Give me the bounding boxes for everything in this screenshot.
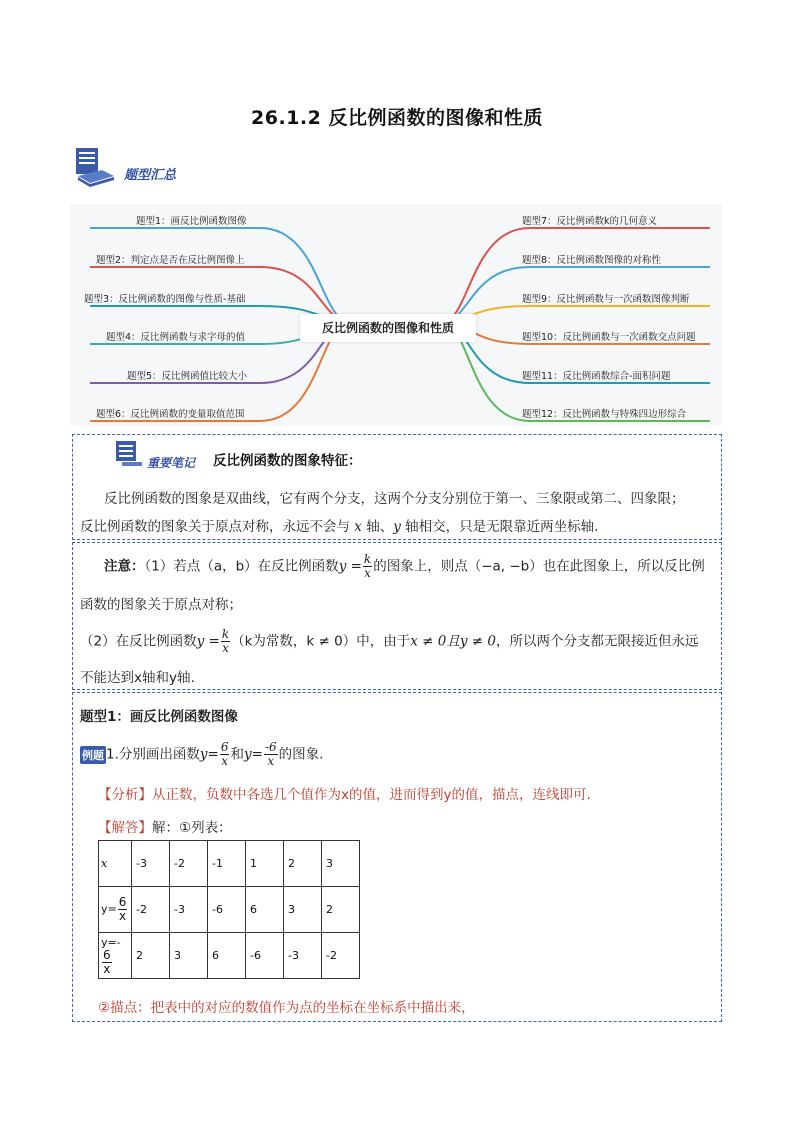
denominator: x	[221, 754, 229, 768]
section-label: 题型汇总	[124, 168, 177, 183]
mindmap-node-left: 题型4：反比例函数与求字母的值	[106, 332, 246, 343]
answer-text: 解：①列表：	[152, 820, 232, 836]
text: ，所以两个分支都无限接近但永远	[495, 633, 699, 650]
fraction	[118, 896, 128, 923]
analysis-text: 从正数，负数中各选几个值作为x的值，进而得到y的值，描点，连线即可.	[152, 787, 591, 803]
mindmap-node-right: 题型11：反比例函数综合-面积问题	[522, 371, 671, 382]
numerator: -6	[264, 740, 277, 754]
mindmap-node-right: 题型7：反比例函数k的几何意义	[522, 216, 658, 227]
note-line: 反比例函数的图象是双曲线，它有两个分支，这两个分支分别位于第一、三象限或第二、四象限；	[104, 491, 685, 507]
mindmap-node-right: 题型9：反比例函数与一次函数图像判断	[522, 294, 690, 305]
caution-line	[104, 553, 705, 580]
caution-line	[80, 628, 698, 655]
text: 的图象.	[278, 746, 324, 763]
caution-line: 不能达到x轴和y轴.	[80, 670, 195, 686]
table-cell: -1	[208, 841, 246, 887]
note-line	[80, 515, 598, 535]
example-question	[80, 741, 323, 768]
table-row	[99, 841, 360, 887]
math-var: y	[393, 519, 401, 535]
step-line	[98, 996, 475, 1016]
caution-line: 函数的图象关于原点对称；	[80, 597, 242, 613]
fraction	[220, 741, 230, 768]
analysis-tag: 【分析】	[98, 787, 152, 803]
table-cell: 6	[208, 933, 246, 979]
table-cell: 3	[322, 841, 360, 887]
caution-label: 注意：	[104, 558, 145, 575]
text: 和	[230, 746, 244, 763]
mindmap	[70, 204, 722, 426]
table-cell: 1	[246, 841, 284, 887]
book-stack-icon	[72, 146, 118, 188]
denominator: x	[222, 641, 229, 655]
branch-right	[442, 306, 710, 322]
answer-tag: 【解答】	[98, 820, 152, 836]
table-cell: 3	[284, 887, 322, 933]
table-cell: 2	[284, 841, 322, 887]
denominator: x	[103, 961, 111, 976]
mindmap-node-right: 题型10：反比例函数与一次函数交点问题	[522, 332, 696, 343]
mindmap-node-left: 题型6：反比例函数的变量取值范围	[96, 409, 245, 420]
example-badge: 例题	[80, 746, 106, 764]
math-expr: y=	[243, 746, 263, 763]
topic-heading: 题型1：画反比例函数图像	[80, 709, 238, 725]
text: 1.分别画出函数	[106, 746, 200, 763]
numerator: k	[221, 627, 230, 641]
table-cell: 2	[322, 887, 360, 933]
math-expr: y=	[199, 746, 219, 763]
table-cell: 6	[246, 887, 284, 933]
mindmap-center: 反比例函数的图像和性质	[300, 314, 476, 342]
analysis-line	[98, 783, 591, 803]
notebook-icon	[114, 440, 144, 467]
table-row	[99, 933, 360, 979]
math-var: x	[354, 519, 362, 535]
text: y=	[101, 902, 117, 916]
mindmap-node-right: 题型8：反比例函数图像的对称性	[522, 255, 662, 266]
fraction	[102, 949, 112, 976]
text: 的图象上，则点（−a, −b）也在此图象上，所以反比例	[373, 558, 705, 575]
text: （1）若点（a，b）在反比例函数	[144, 558, 339, 575]
text: （2）在反比例函数	[80, 633, 197, 650]
step-text: ②描点：把表中的对应的数值作为点的坐标在坐标系中描出来，	[98, 1000, 475, 1016]
fraction	[264, 741, 278, 768]
denominator: x	[119, 909, 127, 923]
table-cell: -6	[208, 887, 246, 933]
note-label: 重要笔记	[147, 456, 196, 470]
answer-line	[98, 816, 232, 836]
numerator: 6	[220, 740, 229, 754]
table-cell: -6	[246, 933, 284, 979]
fraction	[363, 553, 372, 580]
denominator: x	[267, 754, 275, 768]
table-header-cell	[99, 887, 132, 933]
table-row	[99, 887, 360, 933]
table-cell: -2	[322, 933, 360, 979]
page-title: 26.1.2 反比例函数的图像和性质	[251, 107, 543, 129]
mindmap-node-left: 题型1：画反比例函数图像	[136, 216, 247, 227]
math-expr: x ≠ 0且y ≠ 0	[410, 633, 496, 650]
note-heading: 反比例函数的图象特征：	[213, 453, 362, 469]
branch-right	[442, 228, 710, 322]
numerator: 6	[118, 895, 127, 909]
value-table	[98, 840, 360, 979]
numerator: k	[363, 552, 372, 566]
table-cell: 3	[170, 933, 208, 979]
table-cell: -2	[132, 887, 170, 933]
text: 轴、	[366, 519, 394, 535]
math-expr: y =	[338, 558, 362, 575]
numerator: 6	[103, 947, 111, 962]
branch-left	[90, 228, 350, 322]
table-cell: -3	[132, 841, 170, 887]
mindmap-node-left: 题型5：反比例函值比较大小	[127, 371, 248, 382]
table-cell: -3	[284, 933, 322, 979]
table-cell: -2	[170, 841, 208, 887]
math-expr: y =	[196, 633, 220, 650]
fraction	[221, 628, 230, 655]
denominator: x	[364, 566, 371, 580]
text: y=-	[101, 935, 121, 949]
text: （k为常数，k ≠ 0）中，由于	[231, 633, 411, 650]
table-header-cell	[99, 933, 132, 979]
mindmap-node-right: 题型12：反比例函数与特殊四边形综合	[522, 409, 687, 420]
mindmap-node-left: 题型3：反比例函数的图像与性质-基础	[84, 294, 246, 305]
table-header-cell: x	[99, 841, 132, 887]
table-cell: 2	[132, 933, 170, 979]
text: 反比例函数的图象关于原点对称，永远不会与	[80, 519, 350, 535]
text: 轴相交，只是无限靠近两坐标轴.	[405, 519, 599, 535]
table-cell: -3	[170, 887, 208, 933]
mindmap-node-left: 题型2：判定点是否在反比例图像上	[96, 255, 245, 266]
